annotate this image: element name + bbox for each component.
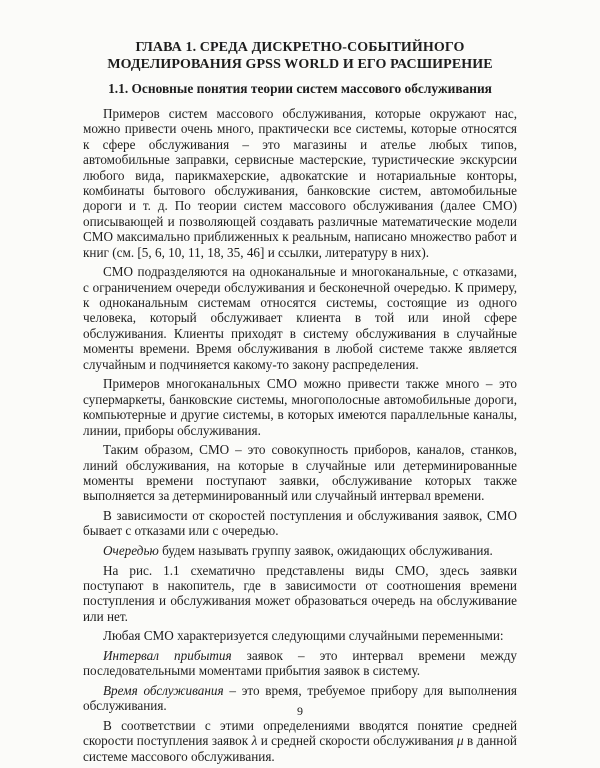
page-number: 9	[297, 704, 303, 718]
paragraph-3: Примеров многоканальных СМО можно привести также много – это супермаркеты, банковские системы, многополосные автомобильные дороги, компьютерные и другие системы, в которых имеются параллельные каналы, линии, приборы обслуживания.	[83, 376, 517, 438]
paragraph-9-text: заявок – это интервал времени между последовательными моментами прибытия заявок в систему.	[83, 647, 518, 679]
paragraph-8: Любая СМО характеризуется следующими случайными переменными:	[103, 628, 504, 644]
chapter-title-line-1: ГЛАВА 1. СРЕДА ДИСКРЕТНО-СОБЫТИЙНОГО	[135, 40, 465, 55]
paragraph-10-text: – это время, требуемое прибору для выполнения обслуживания.	[83, 682, 517, 714]
chapter-title-line-2: МОДЕЛИРОВАНИЯ GPSS WORLD И ЕГО РАСШИРЕНИЕ	[107, 57, 493, 72]
paragraph-5: В зависимости от скоростей поступления и обслуживания заявок, СМО бывает с отказами или с очередью.	[83, 507, 517, 539]
section-title: 1.1. Основные понятия теории систем массового обслуживания	[108, 81, 492, 96]
term-arrival-interval: Интервал прибытия	[103, 647, 232, 663]
paragraph-11	[83, 718, 517, 764]
paragraph-7: На рис. 1.1 схематично представлены виды СМО, здесь заявки поступают в накопитель, где в зависимости от соотношения времени поступления и обслуживания может образоваться очередь на обслуживание или нет.	[83, 562, 517, 624]
paragraph-2: СМО подразделяются на одноканальные и многоканальные, с отказами, с ограничением очереди обслуживания и бесконечной очередью. К примеру, к одноканальным системам относятся системы, состоящие из одного человека, который обслуживает клиента в той или иной сфере обслуживания. Клиенты приходят в систему обслуживания в случайные моменты времени. Время обслуживания в любой системе также является случайным и подчиняется какому-то закону распределения.	[83, 264, 517, 372]
paragraph-11-text-c: в данной системе массового обслуживания.	[83, 733, 517, 764]
paragraph-9	[83, 648, 517, 679]
body-text	[83, 103, 517, 768]
symbol-lambda: λ	[251, 733, 258, 749]
paragraph-11-text-a: В соответствии с этими определениями вводятся понятие средней скорости поступления заявок	[83, 717, 517, 749]
chapter-title	[90, 39, 510, 73]
paragraph-4: Таким образом, СМО – это совокупность приборов, каналов, станков, линий обслуживания, на которые в случайные или детерминированные моменты времени поступают заявки, обслуживание которых также выполняется за детерминированный или случайный интервал времени.	[83, 442, 517, 504]
paragraph-11-text-b: и средней скорости обслуживания	[257, 733, 457, 749]
paragraph-6	[83, 543, 517, 558]
paragraph-1: Примеров систем массового обслуживания, которые окружают нас, можно привести очень много, практически все системы, которые относятся к сфере обслуживания – это магазины и ателье любых типов, автомобильные заправки, сервисные мастерские, туристические экскурсии любого вида, парикмахерские, адвокатские и нотариальные конторы, комбинаты бытового обслуживания, банковские систем, автомобильные дороги и т. д. По теории систем массового обслуживания (далее СМО) описывающей и позволяющей создавать различные математические модели СМО максимально приближенных к реальным, написано множество работ и книг (см. [5, 6, 10, 11, 18, 35, 46] и ссылки, литературу в них).	[83, 106, 517, 260]
term-queue: Очередью	[103, 542, 159, 558]
paragraph-6-text: будем называть группу заявок, ожидающих обслуживания.	[158, 542, 493, 558]
term-service-time: Время обслуживания	[103, 682, 224, 698]
symbol-mu: μ	[456, 733, 464, 749]
